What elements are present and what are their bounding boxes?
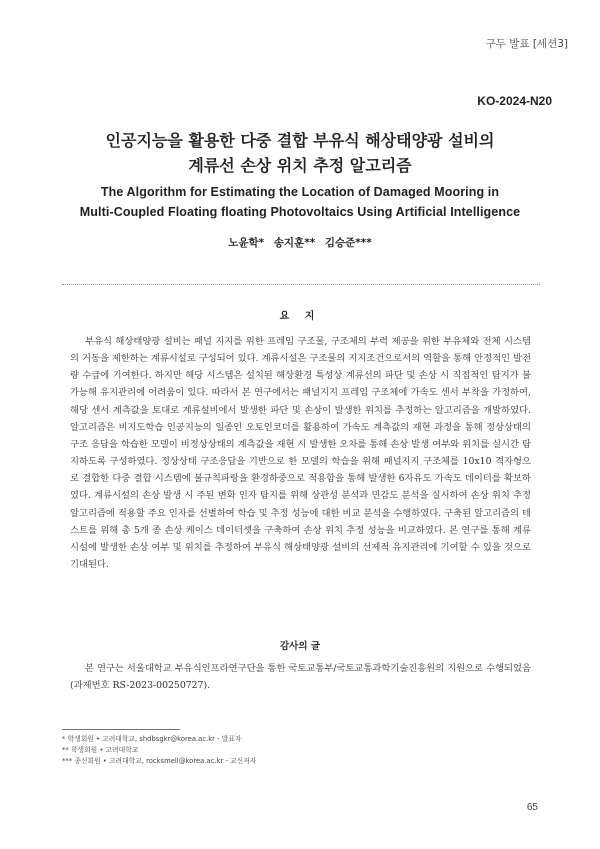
section-divider — [62, 284, 540, 285]
footnote-1: * 학생회원 • 고려대학교, shdbsgkr@korea.ac.kr - 발표자 — [62, 735, 242, 743]
english-title — [0, 182, 600, 222]
korean-title-line-2: 계류선 손상 위치 추정 알고리즘 — [188, 156, 412, 175]
footnote-2: ** 학생회원 • 고려대학교 — [62, 746, 139, 754]
abstract-body: 부유식 해상태양광 설비는 패널 지지를 위한 프레임 구조물, 구조체의 부력 제공을 위한 부유체와 전체 시스템의 거동을 제한하는 계류시설로 구성되어 있다. 계류시설은 구조물의 지지조건으로서의 역할을 통해 안정적인 발전량 수급에 기여한다. 하지만 해당 시스템은 설치된 해상환경 특성상 계류선의 파단 및 손상 시 직접적인 탐지가 불가능해 유지관리에 어려움이 있다. 따라서 본 연구에서는 패널지지 프레임 구조체에 가속도 센서 부착을 가정하여, 해당 센서 계측값을 토대로 계류설비에서 발생한 파단 및 손상이 발생한 위치를 추정하는 알고리즘을 개발하였다. 알고리즘은 비지도학습 인공지능의 일종인 오토인코더를 활용하여 가속도 계측값의 재현 과정을 통해 정상상태의 구조 응답을 학습한 모델이 비정상상태의 계측값을 재현 시 발생한 오차를 통해 손상 발생 여부와 위치를 실시간 탐지하도록 구성하였다. 정상상태 구조응답을 기반으로 한 모델의 학습을 위해 패널지지 구조체를 10x10 격자형으로 결합한 다중 결합 시스템에 불규칙파랑을 환경하중으로 적용함을 통해 발생한 6자유도 가속도 데이터를 확보하였다. 계류시설의 손상 발생 시 주된 변화 인자 탐지를 위해 상관성 분석과 민감도 분석을 실시하여 손상 위치 추정 알고리즘에 적용할 주요 인자를 선별하여 학습 및 추정 성능에 대한 비교 분석을 수행하였다. 구축된 알고리즘의 테스트를 위해 총 5개 종 손상 케이스 데이터셋을 구축하여 손상 위치 추정 성능을 비교하였다. 본 연구를 통해 계류 시설에 발생한 손상 여부 및 위치를 추정하여 부유식 해상태양광 설비의 선제적 유지관리에 기여할 수 있을 것으로 기대된다. — [70, 336, 531, 571]
acknowledgement-body: 본 연구는 서울대학교 부유식인프라연구단을 통한 국토교통부/국토교통과학기술진흥원의 지원으로 수행되었음(과제번호 RS-2023-00250727). — [70, 663, 531, 691]
english-title-line-1: The Algorithm for Estimating the Location of Damaged Mooring in — [100, 185, 500, 199]
korean-title — [0, 128, 600, 178]
abstract-heading: 요 지 — [279, 311, 321, 322]
footnotes — [62, 734, 532, 767]
page-number: 65 — [526, 802, 538, 813]
footnote-rule — [62, 729, 180, 730]
paper-code: KO-2024-N20 — [477, 94, 552, 108]
session-label: 구두 발표 [세션3] — [485, 38, 568, 50]
korean-title-line-1: 인공지능을 활용한 다중 결합 부유식 해상태양광 설비의 — [105, 131, 495, 150]
authors: 노윤학* 송지훈** 김승준*** — [228, 237, 372, 249]
english-title-line-2: Multi-Coupled Floating floating Photovoltaics Using Artificial Intelligence — [79, 205, 521, 219]
acknowledgement-heading: 감사의 글 — [279, 641, 320, 652]
footnote-3: *** 종신회원 • 고려대학교, rocksmell@korea.ac.kr - 교신저자 — [62, 757, 257, 765]
